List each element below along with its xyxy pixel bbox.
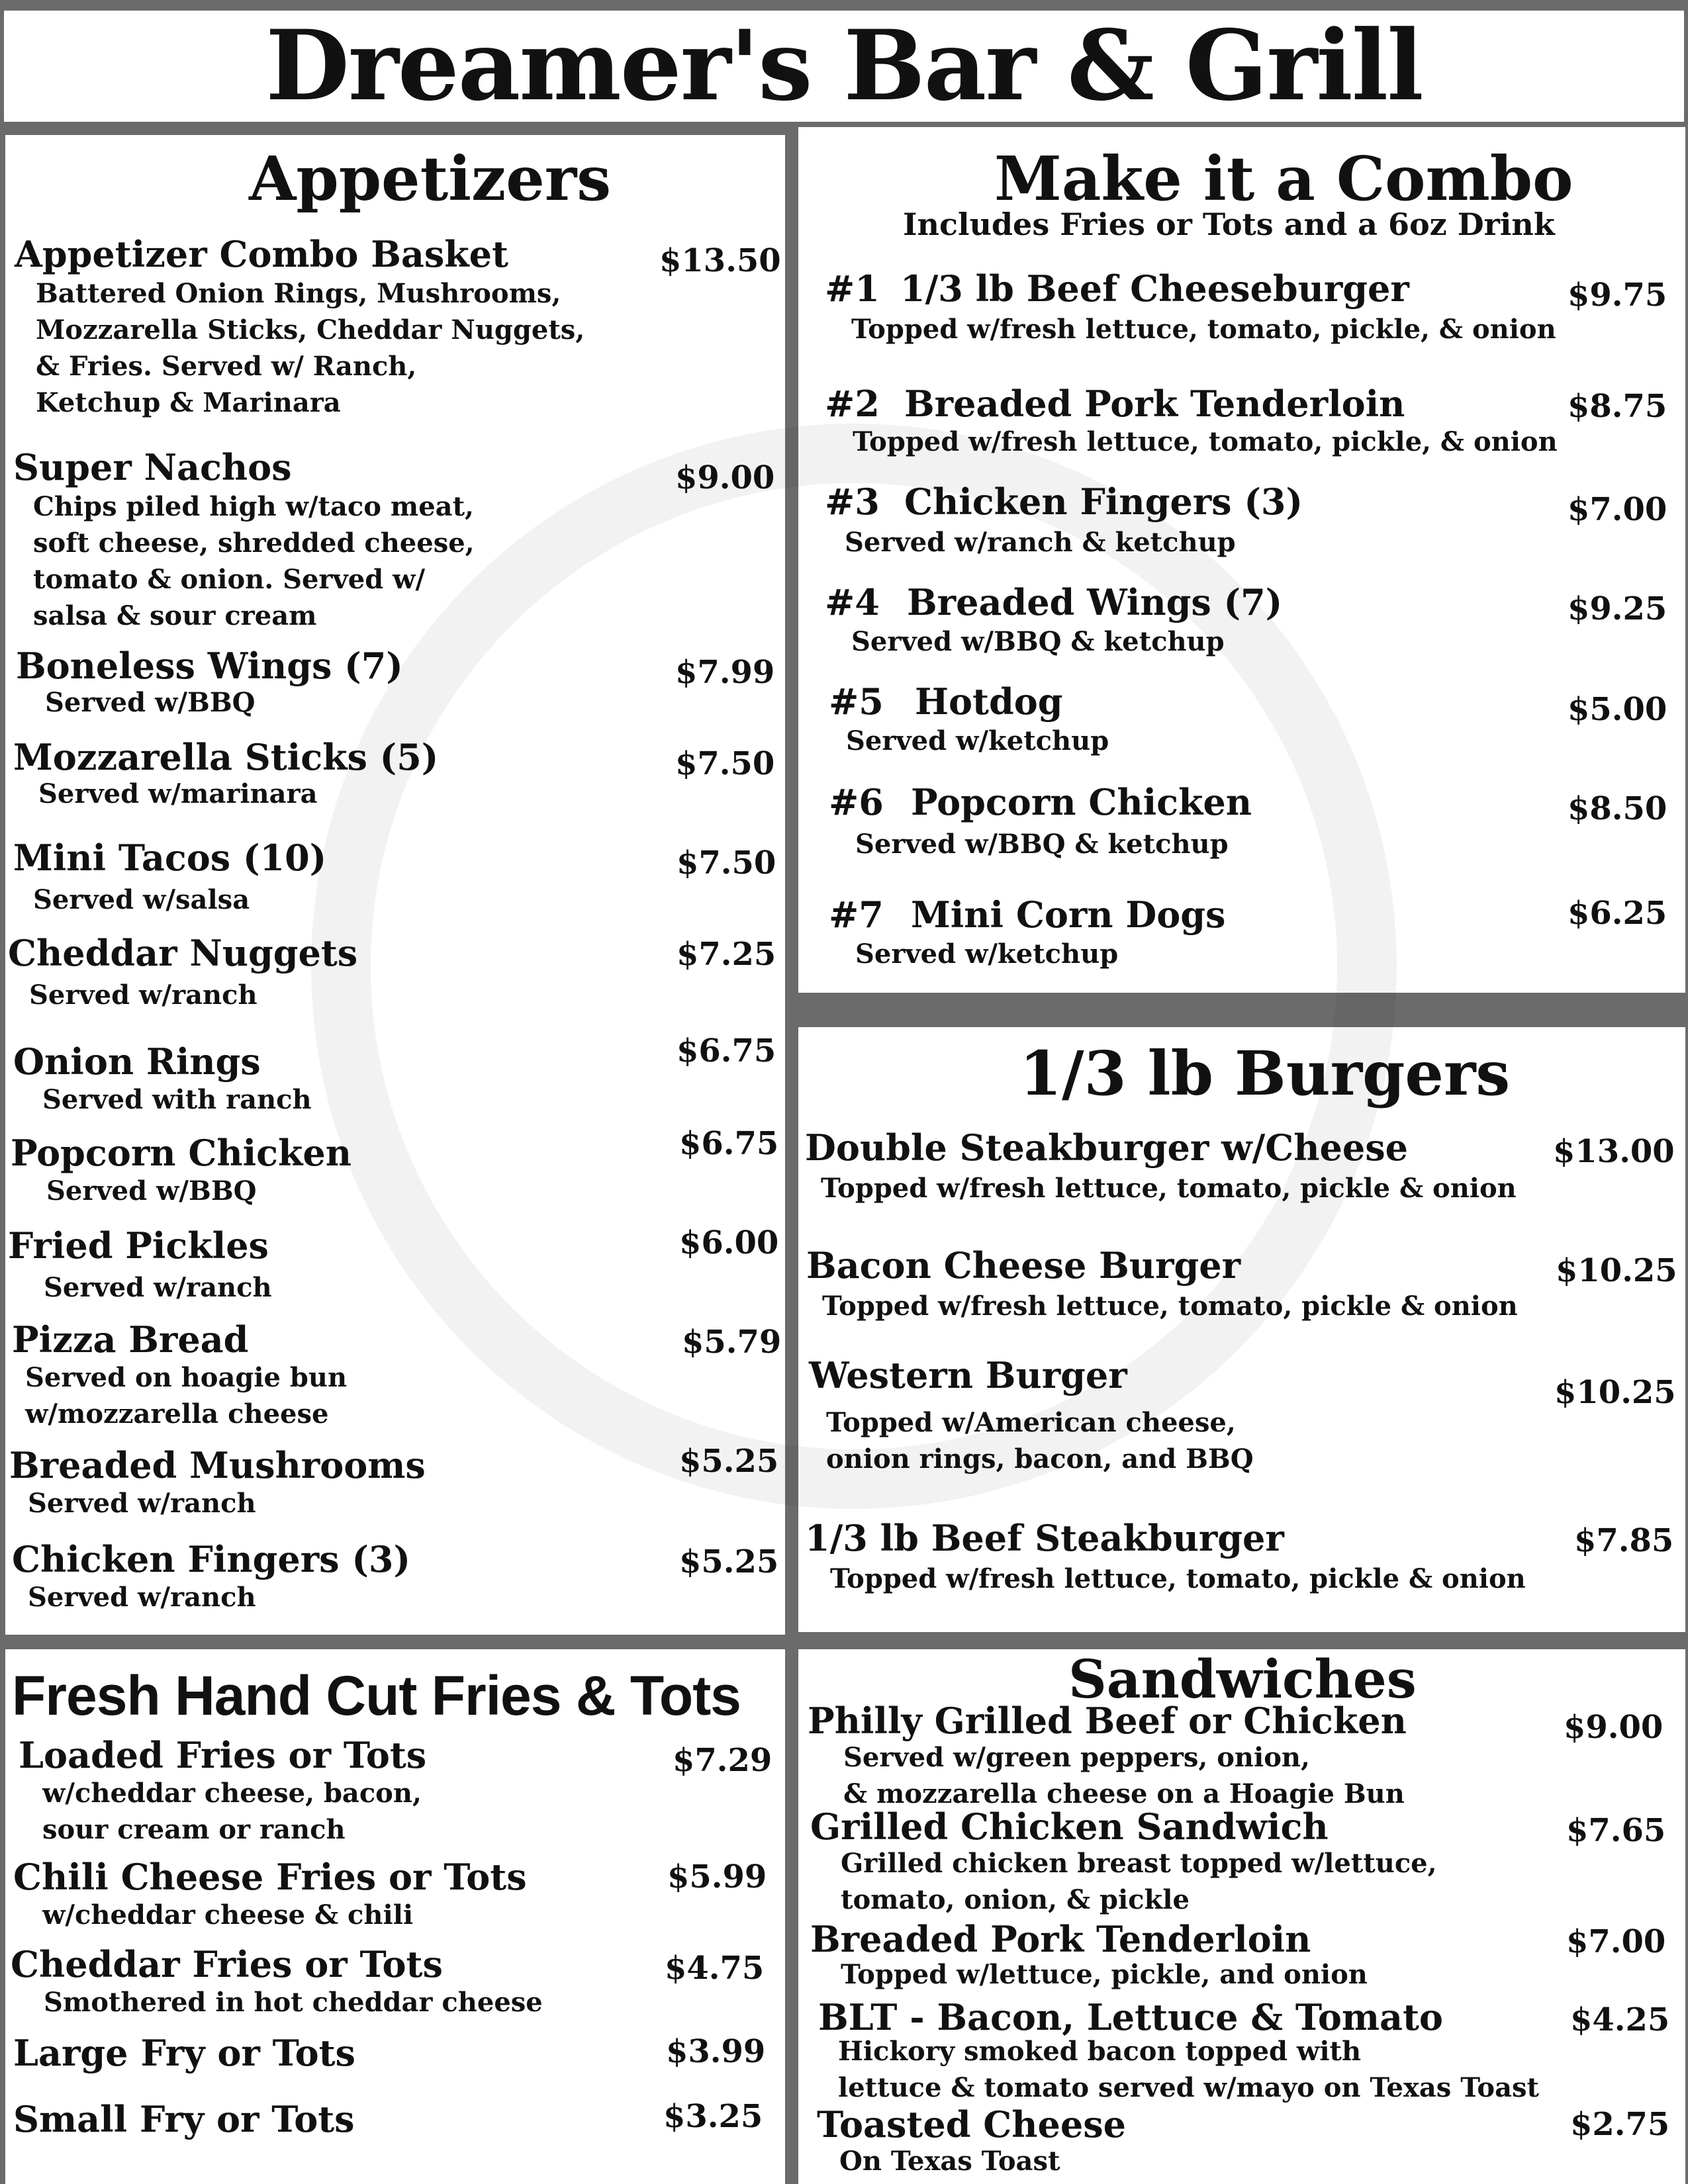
item-name: Pizza Bread xyxy=(12,1318,249,1361)
item-desc: Served w/BBQ xyxy=(45,687,256,718)
item-price: $10.25 xyxy=(1556,1252,1677,1289)
item-name: Popcorn Chicken xyxy=(11,1132,352,1174)
item-price: $6.00 xyxy=(679,1224,779,1261)
item-name: 1/3 lb Beef Steakburger xyxy=(805,1517,1284,1559)
item-desc: Topped w/fresh lettuce, tomato, pickle & onion xyxy=(821,1173,1517,1204)
item-name: Onion Rings xyxy=(13,1040,261,1083)
item-desc: Served w/ranch xyxy=(29,979,258,1011)
item-name: Cheddar Nuggets xyxy=(8,932,358,974)
item-name: Small Fry or Tots xyxy=(13,2098,355,2140)
sandwiches-section xyxy=(798,1649,1685,2184)
item-desc: Served on hoagie bun w/mozzarella cheese xyxy=(25,1362,348,1430)
item-desc: Topped w/fresh lettuce, tomato, pickle, & onion xyxy=(853,426,1558,457)
item-price: $9.00 xyxy=(1564,1709,1664,1746)
item-desc: Served with ranch xyxy=(42,1084,312,1115)
item-name: Chicken Fingers (3) xyxy=(904,480,1303,523)
item-name: Large Fry or Tots xyxy=(13,2032,355,2074)
item-name: Grilled Chicken Sandwich xyxy=(810,1805,1329,1848)
item-name: Philly Grilled Beef or Chicken xyxy=(808,1700,1407,1742)
item-price: $13.50 xyxy=(659,242,781,279)
combo-number: #6 xyxy=(829,781,884,823)
item-name: Loaded Fries or Tots xyxy=(19,1734,427,1776)
item-desc: Served w/BBQ xyxy=(46,1175,257,1206)
fries-heading: Fresh Hand Cut Fries & Tots xyxy=(12,1664,741,1727)
item-price: $7.99 xyxy=(675,654,775,691)
item-desc: Hickory smoked bacon topped with lettuce & tomato served w/mayo on Texas Toast xyxy=(838,2036,1539,2103)
item-price: $7.85 xyxy=(1574,1522,1674,1559)
item-name: Hotdog xyxy=(915,680,1063,723)
item-price: $5.99 xyxy=(667,1858,767,1895)
item-price: $6.25 xyxy=(1568,895,1667,932)
item-desc: Served w/BBQ & ketchup xyxy=(851,626,1225,657)
burgers-heading: 1/3 lb Burgers xyxy=(1019,1038,1511,1109)
item-price: $7.25 xyxy=(677,936,776,973)
item-price: $8.75 xyxy=(1568,388,1667,425)
item-name: Breaded Pork Tenderloin xyxy=(810,1918,1311,1960)
item-price: $10.25 xyxy=(1554,1374,1676,1411)
item-name: Boneless Wings (7) xyxy=(16,645,403,687)
item-price: $6.75 xyxy=(677,1032,776,1069)
item-desc: Served w/ketchup xyxy=(846,725,1109,756)
item-desc: Served w/BBQ & ketchup xyxy=(855,829,1229,860)
item-name: Appetizer Combo Basket xyxy=(15,233,508,275)
item-price: $5.25 xyxy=(679,1443,779,1480)
item-desc: Served w/ketchup xyxy=(855,938,1119,970)
item-desc: Served w/ranch xyxy=(28,1582,256,1613)
item-desc: Topped w/lettuce, pickle, and onion xyxy=(841,1959,1368,1990)
combo-number: #5 xyxy=(829,680,884,723)
item-price: $9.75 xyxy=(1568,277,1667,314)
fries-section xyxy=(5,1649,785,2184)
combo-number: #4 xyxy=(825,581,880,623)
item-price: $3.99 xyxy=(666,2033,766,2070)
item-name: BLT - Bacon, Lettuce & Tomato xyxy=(818,1996,1443,2038)
item-price: $9.00 xyxy=(675,459,775,496)
burgers-section xyxy=(798,1027,1685,1632)
item-desc: Grilled chicken breast topped w/lettuce, tomato, onion, & pickle xyxy=(841,1848,1437,1915)
item-name: Breaded Mushrooms xyxy=(9,1444,426,1486)
item-name: Mini Corn Dogs xyxy=(911,893,1226,936)
item-name: Toasted Cheese xyxy=(817,2103,1126,2146)
item-price: $2.75 xyxy=(1570,2106,1670,2143)
item-desc: Topped w/American cheese, onion rings, bacon, and BBQ xyxy=(826,1407,1254,1475)
item-price: $4.75 xyxy=(665,1950,765,1987)
item-price: $4.25 xyxy=(1570,2001,1670,2038)
appetizers-section xyxy=(5,135,785,1635)
combo-number: #1 xyxy=(825,267,880,310)
item-name: Breaded Wings (7) xyxy=(907,581,1283,623)
item-desc: Topped w/fresh lettuce, tomato, pickle & onion xyxy=(830,1563,1526,1594)
combo-subheading: Includes Fries or Tots and a 6oz Drink xyxy=(903,206,1555,242)
appetizers-heading: Appetizers xyxy=(249,143,612,214)
item-desc: Battered Onion Rings, Mushrooms, Mozzarella Sticks, Cheddar Nuggets, & Fries. Served w/ Ranch, Ketchup & Marinara xyxy=(36,278,585,418)
item-name: Bacon Cheese Burger xyxy=(806,1244,1241,1287)
item-price: $8.50 xyxy=(1568,790,1667,827)
item-price: $13.00 xyxy=(1553,1133,1675,1170)
item-name: Cheddar Fries or Tots xyxy=(11,1943,443,1985)
item-name: Mini Tacos (10) xyxy=(13,837,327,879)
item-price: $5.25 xyxy=(679,1543,779,1580)
combo-section xyxy=(798,127,1685,993)
item-price: $5.00 xyxy=(1568,691,1667,728)
item-name: Chicken Fingers (3) xyxy=(12,1538,411,1580)
item-price: $7.50 xyxy=(675,745,775,782)
item-price: $6.75 xyxy=(679,1125,779,1162)
combo-heading: Make it a Combo xyxy=(994,143,1573,214)
item-desc: On Texas Toast xyxy=(839,2146,1060,2177)
item-price: $7.50 xyxy=(677,844,776,882)
item-desc: Smothered in hot cheddar cheese xyxy=(44,1987,543,2018)
item-desc: Topped w/fresh lettuce, tomato, pickle & onion xyxy=(822,1291,1518,1322)
item-price: $7.29 xyxy=(673,1742,773,1779)
item-name: Popcorn Chicken xyxy=(911,781,1252,823)
item-desc: Served w/ranch xyxy=(44,1272,272,1303)
item-desc: w/cheddar cheese & chili xyxy=(42,1899,414,1931)
item-desc: Served w/salsa xyxy=(33,884,250,915)
item-name: Double Steakburger w/Cheese xyxy=(805,1126,1408,1169)
item-name: Breaded Pork Tenderloin xyxy=(904,383,1405,425)
item-desc: Served w/ranch & ketchup xyxy=(845,527,1236,558)
restaurant-title: Dreamer's Bar & Grill xyxy=(265,9,1423,122)
combo-number: #2 xyxy=(825,383,880,425)
item-desc: Served w/green peppers, onion, & mozzarella cheese on a Hoagie Bun xyxy=(843,1742,1405,1809)
title-panel xyxy=(4,11,1684,122)
item-desc: w/cheddar cheese, bacon, sour cream or ranch xyxy=(42,1778,422,1845)
item-name: Western Burger xyxy=(809,1354,1127,1396)
item-desc: Topped w/fresh lettuce, tomato, pickle, & onion xyxy=(851,314,1556,345)
item-price: $9.25 xyxy=(1568,590,1667,627)
item-name: Super Nachos xyxy=(13,446,292,488)
sandwiches-heading: Sandwiches xyxy=(1068,1648,1417,1710)
item-price: $7.65 xyxy=(1566,1812,1666,1849)
item-name: 1/3 lb Beef Cheeseburger xyxy=(900,267,1409,310)
item-desc: Served w/marinara xyxy=(38,778,318,809)
combo-number: #7 xyxy=(829,893,884,936)
item-price: $5.79 xyxy=(682,1324,782,1361)
item-desc: Served w/ranch xyxy=(28,1488,256,1519)
item-name: Chili Cheese Fries or Tots xyxy=(13,1856,527,1898)
item-name: Mozzarella Sticks (5) xyxy=(13,736,439,778)
item-price: $7.00 xyxy=(1568,491,1667,528)
combo-number: #3 xyxy=(825,480,880,523)
item-price: $7.00 xyxy=(1566,1923,1666,1960)
item-price: $3.25 xyxy=(663,2098,763,2135)
item-desc: Chips piled high w/taco meat, soft cheese, shredded cheese, tomato & onion. Served w/ salsa & sour cream xyxy=(33,491,475,631)
item-name: Fried Pickles xyxy=(8,1224,269,1267)
